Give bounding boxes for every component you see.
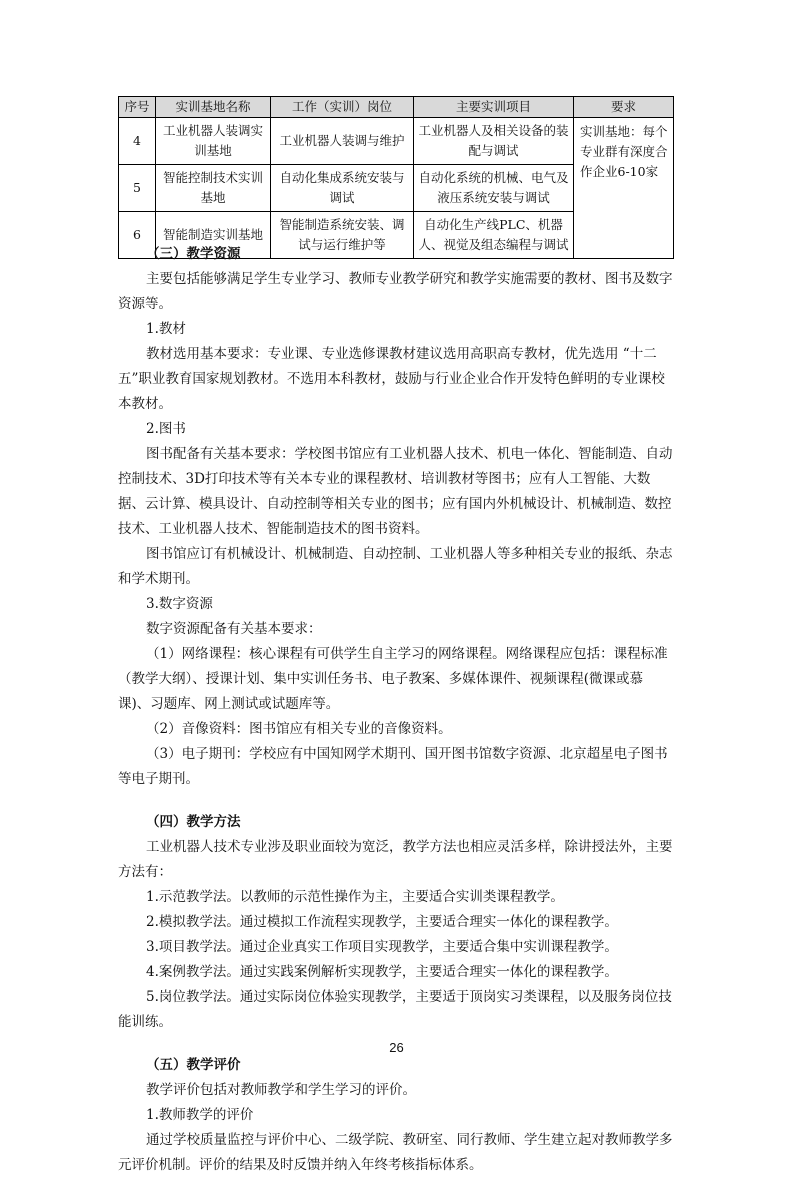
paragraph: 教学评价包括对教师教学和学生学习的评价。 — [146, 1082, 416, 1098]
subsection-heading: 3.数字资源 — [146, 596, 213, 612]
header-project: 主要实训项目 — [414, 97, 574, 118]
cell-no: 4 — [119, 118, 156, 165]
header-base-name: 实训基地名称 — [156, 97, 271, 118]
list-item: 2.模拟教学法。通过模拟工作流程实现教学，主要适合理实一体化的课程教学。 — [146, 914, 618, 930]
header-requirement: 要求 — [574, 97, 674, 118]
list-item: （3）电子期刊：学校应有中国知网学术期刊、国开图书馆数字资源、北京超星电子图书等电子期刊。 — [118, 746, 668, 787]
section-heading: （四）教学方法 — [146, 814, 241, 830]
cell-project: 工业机器人及相关设备的装配与调试 — [414, 118, 574, 165]
paragraph: 工业机器人技术专业涉及职业面较为宽泛，教学方法也相应灵活多样，除讲授法外，主要方法有： — [118, 839, 673, 880]
cell-post: 工业机器人装调与维护 — [271, 118, 414, 165]
cell-no: 5 — [119, 165, 156, 212]
subsection-heading: 2.图书 — [146, 421, 186, 437]
cell-post: 自动化集成系统安装与调试 — [271, 165, 414, 212]
cell-base-name: 智能控制技术实训基地 — [156, 165, 271, 212]
cell-post: 智能制造系统安装、调试与运行维护等 — [271, 212, 414, 259]
table-row — [119, 118, 674, 165]
paragraph: 图书馆应订有机械设计、机械制造、自动控制、工业机器人等多种相关专业的报纸、杂志和学术期刊。 — [118, 546, 673, 587]
cell-base-name: 智能制造实训基地 — [156, 212, 271, 259]
list-item: 5.岗位教学法。通过实际岗位体验实现教学，主要适于顶岗实习类课程，以及服务岗位技能训练。 — [118, 989, 672, 1030]
subsection-heading: 1.教材 — [146, 321, 186, 337]
table-header-row — [119, 97, 674, 118]
spacer — [118, 792, 673, 810]
cell-no: 6 — [119, 212, 156, 259]
list-item: 1.示范教学法。以教师的示范性操作为主，主要适合实训类课程教学。 — [146, 889, 564, 905]
list-item: （1）网络课程：核心课程有可供学生自主学习的网络课程。网络课程应包括：课程标准（教学大纲）、授课计划、集中实训任务书、电子教案、多媒体课件、视频课程(微课或慕课)、习题库、网上测试或试题库等。 — [118, 646, 668, 712]
paragraph: 数字资源配备有关基本要求： — [146, 621, 322, 637]
list-item: 3.项目教学法。通过企业真实工作项目实现教学，主要适合集中实训课程教学。 — [146, 939, 618, 955]
paragraph: 教材选用基本要求：专业课、专业选修课教材建议选用高职高专教材，优先选用 “十二五”职业教育国家规划教材。不选用本科教材，鼓励与行业企业合作开发特色鲜明的专业课校本教材。 — [118, 346, 665, 412]
cell-project: 自动化系统的机械、电气及液压系统安装与调试 — [414, 165, 574, 212]
cell-project: 自动化生产线PLC、机器人、视觉及组态编程与调试 — [414, 212, 574, 259]
training-base-table — [118, 96, 674, 259]
section-heading: （三）教学资源 — [146, 246, 241, 262]
cell-base-name: 工业机器人装调实训基地 — [156, 118, 271, 165]
header-no: 序号 — [119, 97, 156, 118]
paragraph: 图书配备有关基本要求：学校图书馆应有工业机器人技术、机电一体化、智能制造、自动控制技术、3D打印技术等有关本专业的课程教材、培训教材等图书；应有人工智能、大数据、云计算、模具设计、自动控制等相关专业的图书；应有国内外机械设计、机械制造、数控技术、工业机器人技术、智能制造技术的图书资料。 — [118, 446, 673, 537]
header-post: 工作（实训）岗位 — [271, 97, 414, 118]
subsection-heading: 1.教师教学的评价 — [146, 1107, 254, 1123]
cell-requirement: 实训基地：每个专业群有深度合作企业6-10家 — [574, 118, 674, 259]
list-item: （2）音像资料：图书馆应有相关专业的音像资料。 — [146, 721, 452, 737]
paragraph: 通过学校质量监控与评价中心、二级学院、教研室、同行教师、学生建立起对教师教学多元评价机制。评价的结果及时反馈并纳入年终考核指标体系。 — [118, 1132, 673, 1173]
document-body — [118, 242, 673, 1178]
paragraph: 主要包括能够满足学生专业学习、教师专业教学研究和教学实施需要的教材、图书及数字资源等。 — [118, 271, 673, 312]
page-number: 26 — [389, 1040, 404, 1055]
list-item: 4.案例教学法。通过实践案例解析实现教学，主要适合理实一体化的课程教学。 — [146, 964, 618, 980]
section-heading: （五）教学评价 — [146, 1057, 241, 1073]
